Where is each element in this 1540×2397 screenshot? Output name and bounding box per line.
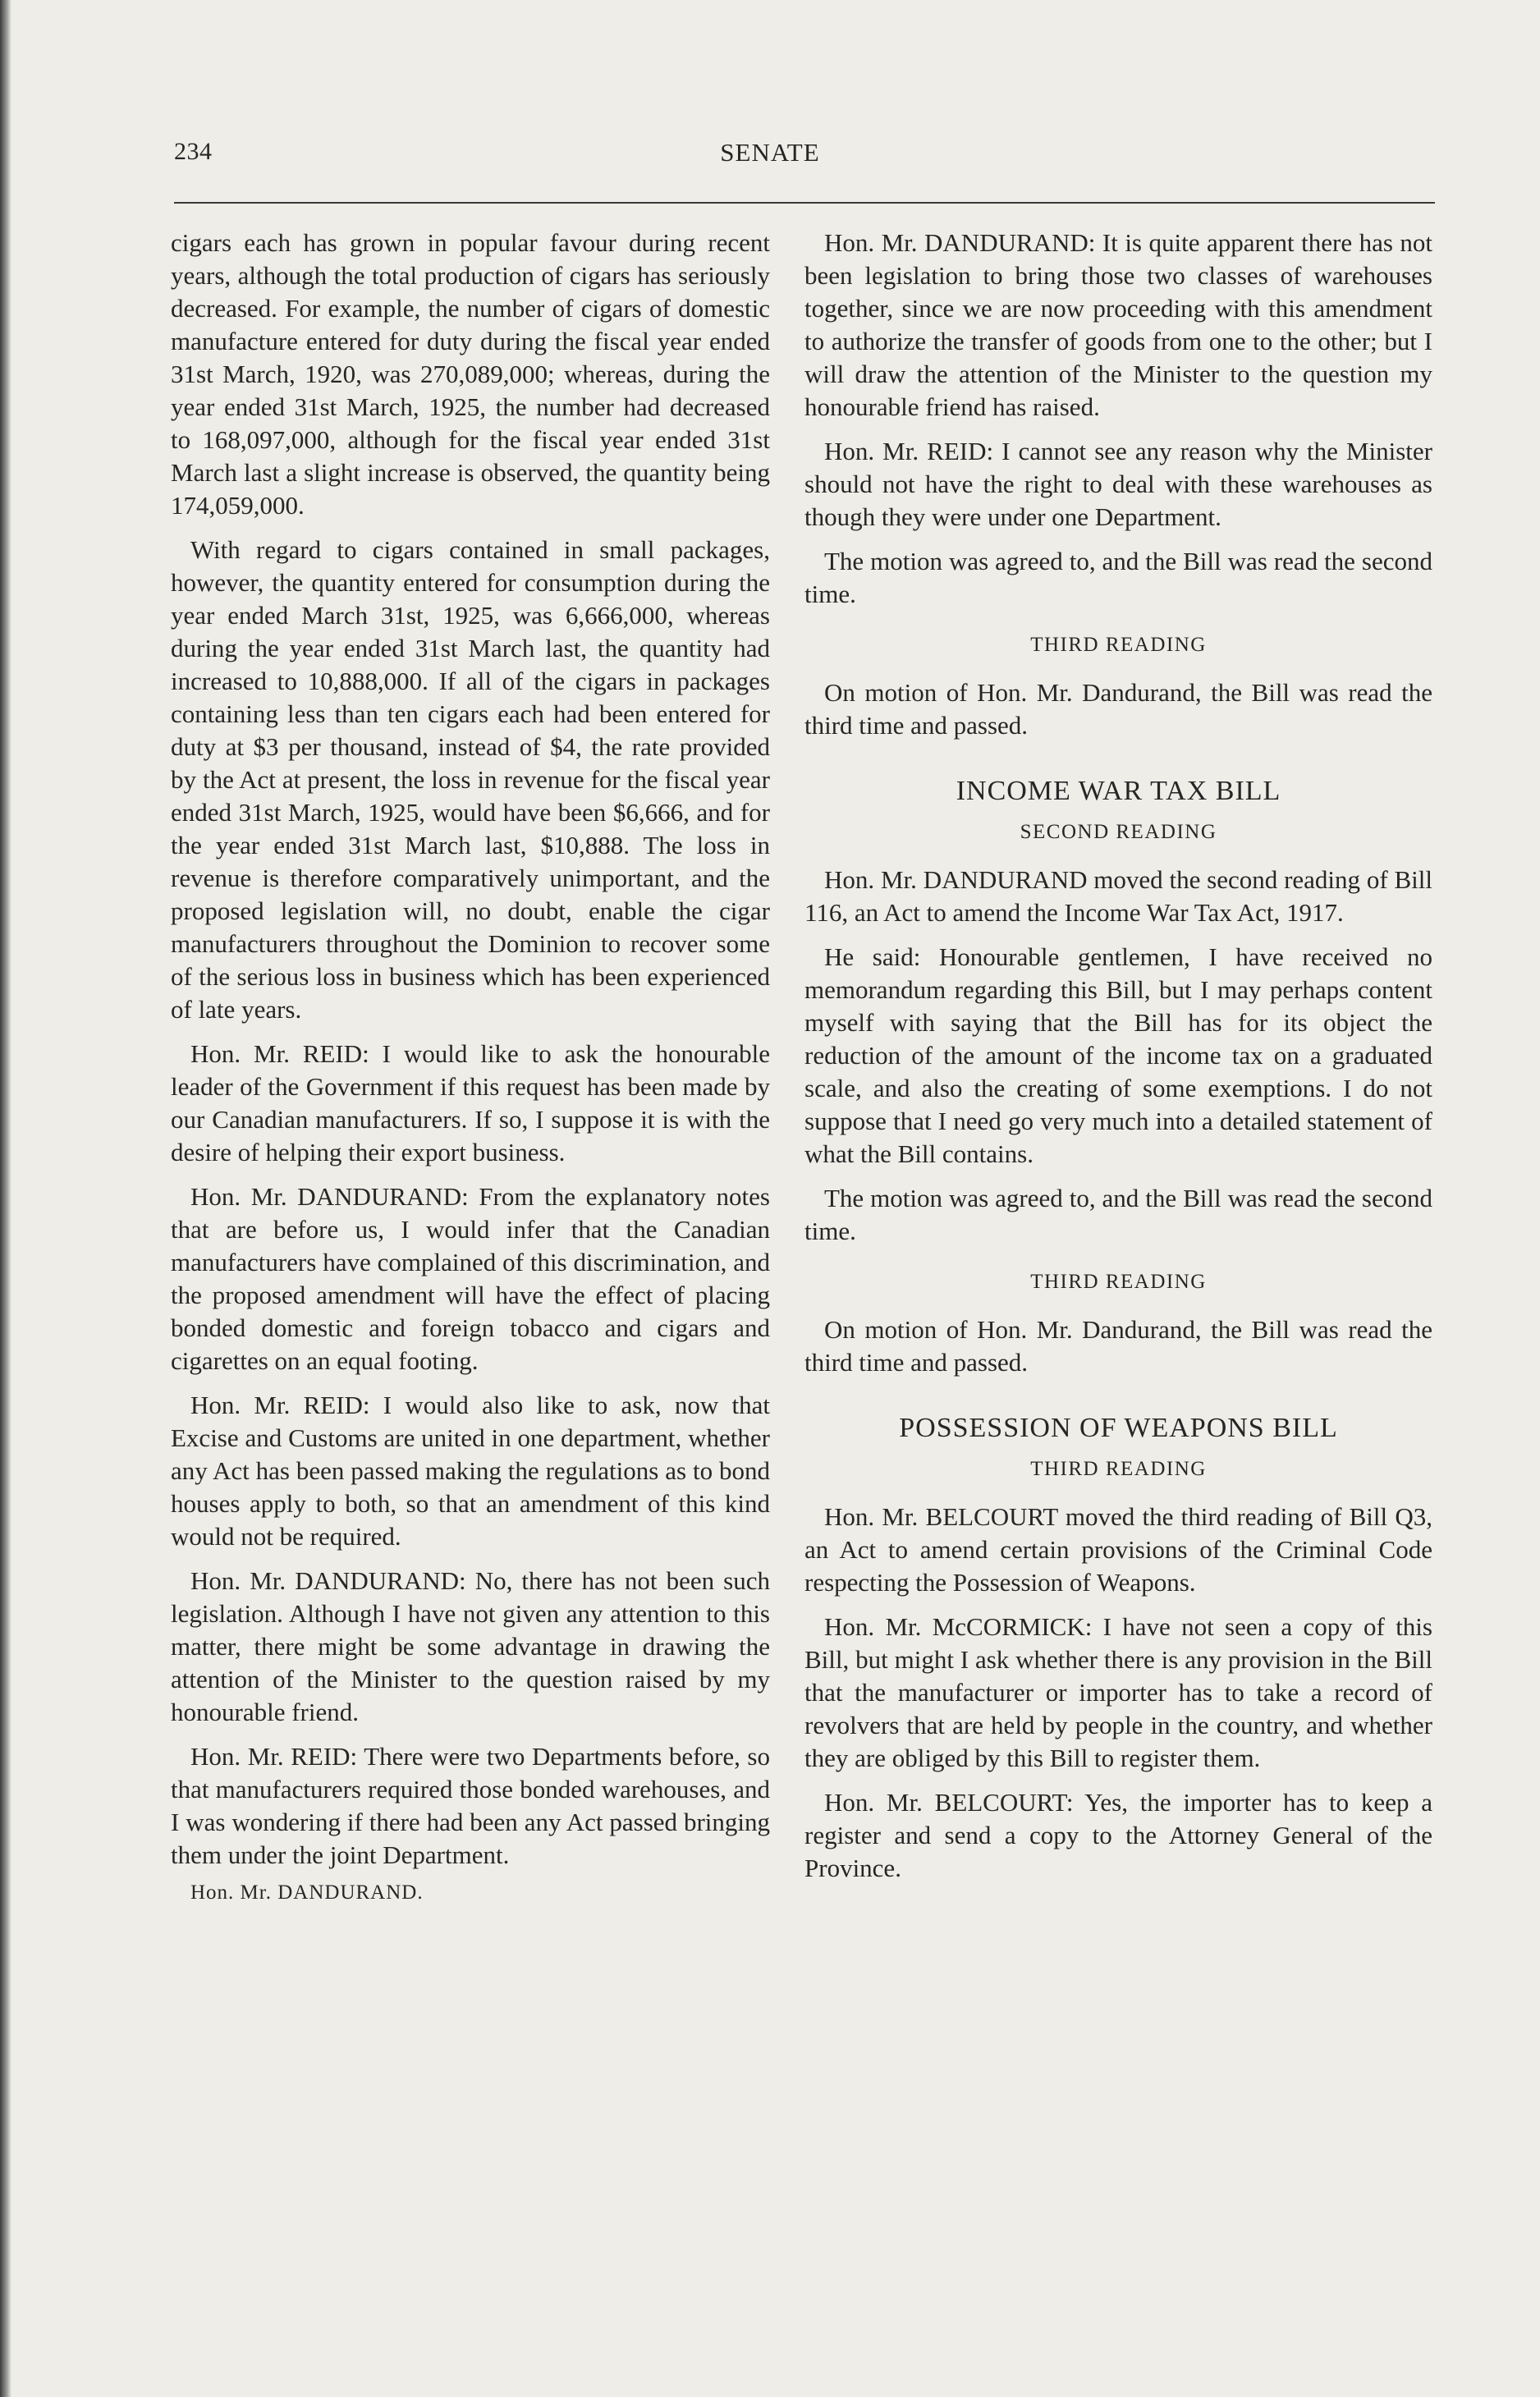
paragraph: Hon. Mr. DANDURAND moved the second reading of Bill 116, an Act to amend the Income War Tax Act, 1917. [804, 865, 1432, 927]
section-subheading: SECOND READING [1020, 821, 1217, 843]
paragraph: Hon. Mr. BELCOURT: Yes, the importer has to keep a register and send a copy to the Attorney General of the Province. [804, 1788, 1432, 1882]
page-number: 234 [174, 138, 213, 165]
paragraph: On motion of Hon. Mr. Dandurand, the Bill was read the third time and passed. [804, 678, 1432, 740]
header-rule [174, 202, 1435, 204]
paragraph: Hon. Mr. DANDURAND: No, there has not been such legislation. Although I have not given any attention to this matter, there might be some advantage in drawing the attention of the Minister to the question raised by my honourable friend. [171, 1566, 770, 1726]
footer-speaker-name: Hon. Mr. DANDURAND. [190, 1881, 424, 1904]
paragraph: Hon. Mr. McCORMICK: I have not seen a copy of this Bill, but might I ask whether there is any provision in the Bill that the manufacturer or importer has to take a record of revolvers that are held by people in the country, and whether they are obliged by this Bill to register them. [804, 1612, 1432, 1772]
paragraph: He said: Honourable gentlemen, I have received no memorandum regarding this Bill, but I may perhaps content myself with saying that the Bill has for its object the reduction of the amount of the income tax on a graduated scale, and also the creating of some exemptions. I do not suppose that I need go very much into a detailed statement of what the Bill contains. [804, 942, 1432, 1168]
paragraph: Hon. Mr. DANDURAND: From the explanatory notes that are before us, I would infer that the Canadian manufacturers have complained of this discrimination, and the proposed amendment will have the effect of placing bonded domestic and foreign tobacco and cigars and cigarettes on an equal footing. [171, 1182, 770, 1375]
section-subheading: THIRD READING [1030, 1271, 1207, 1293]
section-subheading: THIRD READING [1030, 1458, 1207, 1480]
paragraph: cigars each has grown in popular favour during recent years, although the total production of cigars has seriously decreased. For example, the number of cigars of domestic manufacture entered for duty during the fiscal year ended 31st March, 1920, was 270,089,000; whereas, during the year ended 31st March, 1925, the number had decreased to 168,097,000, although for the fiscal year ended 31st March last a slight increase is observed, the quantity being 174,059,000. [171, 228, 770, 520]
paragraph: The motion was agreed to, and the Bill was read the second time. [804, 1184, 1432, 1245]
left-column [171, 227, 770, 1909]
section-subheading: THIRD READING [1030, 634, 1207, 656]
running-title: SENATE [720, 138, 820, 167]
bill-title: POSSESSION OF WEAPONS BILL [899, 1413, 1338, 1443]
paragraph: Hon. Mr. REID: I cannot see any reason why the Minister should not have the right to deal with these warehouses as though they were under one Department. [804, 437, 1432, 531]
paragraph: Hon. Mr. BELCOURT moved the third reading of Bill Q3, an Act to amend certain provisions of the Criminal Code respecting the Possession of Weapons. [804, 1502, 1432, 1597]
bill-title: INCOME WAR TAX BILL [956, 776, 1281, 806]
right-column [804, 227, 1432, 1896]
paragraph: Hon. Mr. DANDURAND: It is quite apparent there has not been legislation to bring those two classes of warehouses together, since we are now proceeding with this amendment to authorize the transfer of goods from one to the other; but I will draw the attention of the Minister to the question my honourable friend has raised. [804, 228, 1432, 421]
binding-edge [0, 0, 11, 2397]
paragraph: Hon. Mr. REID: I would also like to ask, now that Excise and Customs are united in one department, whether any Act has been passed making the regulations as to bond houses apply to both, so that an amendment of this kind would not be required. [171, 1391, 770, 1551]
paragraph: Hon. Mr. REID: I would like to ask the honourable leader of the Government if this request has been made by our Canadian manufacturers. If so, I suppose it is with the desire of helping their export business. [171, 1039, 770, 1166]
paragraph: Hon. Mr. REID: There were two Departments before, so that manufacturers required those bonded warehouses, and I was wondering if there had been any Act passed bringing them under the joint Department. [171, 1742, 770, 1869]
paragraph: On motion of Hon. Mr. Dandurand, the Bill was read the third time and passed. [804, 1315, 1432, 1377]
paragraph: The motion was agreed to, and the Bill was read the second time. [804, 547, 1432, 608]
paragraph: With regard to cigars contained in small packages, however, the quantity entered for consumption during the year ended March 31st, 1925, was 6,666,000, whereas during the year ended 31st March last, the quantity had increased to 10,888,000. If all of the cigars in packages containing less than ten cigars each had been entered for duty at $3 per thousand, instead of $4, the rate provided by the Act at present, the loss in revenue for the fiscal year ended 31st March, 1925, would have been $6,666, and for the year ended 31st March last, $10,888. The loss in revenue is therefore comparatively unimportant, and the proposed legislation will, no doubt, enable the cigar manufacturers throughout the Dominion to recover some of the serious loss in business which has been experienced of late years. [171, 535, 770, 1024]
